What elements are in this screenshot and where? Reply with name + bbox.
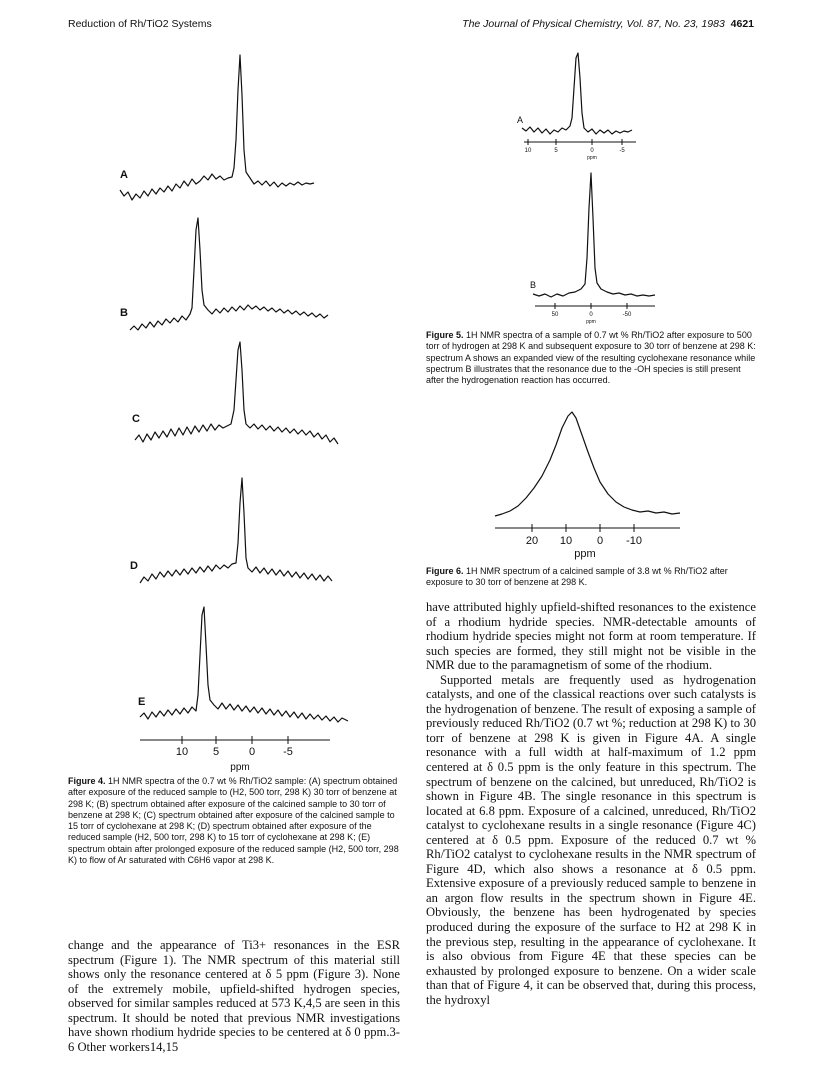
figure-4-caption-label: Figure 4. — [68, 776, 106, 786]
journal-citation: The Journal of Physical Chemistry, Vol. 87, No. 23, 1983 — [462, 18, 725, 30]
figure-6-spectrum — [490, 410, 690, 560]
x-tick-label: -5 — [283, 746, 293, 758]
figure-4-spectra — [110, 40, 370, 776]
running-header-right — [462, 18, 754, 30]
spectrum-5a-trace — [522, 53, 632, 134]
x-axis-label: ppm — [230, 762, 250, 773]
figure-6-caption-text: 1H NMR spectrum of a calcined sample of 3.8 wt % Rh/TiO2 after exposure to 30 torr of benzene at 298 K. — [426, 566, 728, 588]
x-axis-label: ppm — [586, 319, 596, 325]
spectrum-a — [120, 55, 314, 200]
x-tick-label: 50 — [551, 312, 559, 318]
paragraph: Supported metals are frequently used as hydrogenation catalysts, and one of the classical reactions over such catalysts is the hydrogenation of benzene. The result of exposing a sample of previously reduced Rh/TiO2 (0.7 wt %; reduction at 298 K) to 30 torr of benzene at 298 K is given in Figure 4A. A single resonance with a full width at half-maximum of 1.2 ppm centered at δ 0.5 ppm is the only feature in this spectrum. The spectrum of benzene on the calcined, but unreduced, Rh/TiO2 is shown in Figure 4B. The single resonance in this spectrum is located at 6.8 ppm. Exposure of a calcined, unreduced, Rh/TiO2 catalyst to cyclohexane results in a single resonance (Figure 4C) centered at δ 0.5 ppm. Exposure of the reduced 0.7 wt % Rh/TiO2 catalyst to cyclohexane results in the NMR spectrum of Figure 4D, which also shows a resonance at δ 0.5 ppm. Extensive exposure of a previously reduced sample to benzene in an argon flow results in the spectrum shown in Figure 4E. Obviously, the benzene has been hydrogenated by species produced during the exposure of the surface to H2 at 298 K in the previous step, resulting in the appearance of cyclohexane. It is also obvious from Figure 4E that these species can be exhausted by prolonged exposure to benzene. On a wider scale than that of Figure 4, it can be observed that, during this process, the hydroxyl — [426, 672, 756, 1007]
spectrum-e-label: E — [138, 696, 146, 708]
figure-6-caption-label: Figure 6. — [426, 566, 464, 576]
spectrum-b — [120, 218, 328, 330]
spectrum-c-trace — [135, 342, 338, 444]
x-tick-label: 5 — [212, 746, 220, 758]
spectrum-c — [132, 342, 338, 444]
x-tick-label: 0 — [589, 312, 593, 318]
spectrum-d-label: D — [130, 560, 138, 572]
left-column-text — [68, 938, 400, 1054]
x-tick-label: -5 — [619, 148, 625, 154]
spectrum-5a-label: A — [517, 115, 524, 125]
x-tick-label: -10 — [626, 535, 642, 547]
figure-4-caption — [68, 776, 400, 866]
spectrum-c-label: C — [132, 413, 140, 425]
x-tick-label: 5 — [554, 148, 558, 154]
running-header-left: Reduction of Rh/TiO2 Systems — [68, 18, 212, 30]
spectrum-5b-trace — [533, 173, 655, 297]
x-tick-label: 20 — [525, 535, 539, 547]
spectrum-e-trace — [140, 607, 348, 722]
page-number: 4621 — [730, 18, 754, 30]
spectrum-e — [138, 607, 348, 722]
figure-5-caption-text: 1H NMR spectra of a sample of 0.7 wt % Rh/TiO2 after exposure to 500 torr of hydrogen at 298 K and subsequent exposure to 30 torr of benzene at 298 K: spectrum A shows an expanded view of the resulting cyclohexane resonance while spectrum B illustrates that the resonance due to the -OH species is still present after the hydrogenation reaction has occurred. — [426, 330, 756, 386]
figure-4-axis — [140, 736, 330, 773]
x-tick-label: 10 — [524, 148, 532, 154]
paragraph: have attributed highly upfield-shifted resonances to the existence of a rhodium hydride species. NMR-detectable amounts of rhodium hydride species might not form at room temperature. If such species are formed, they still might not be visible in the NMR due to the paramagnetism of some of the rhodium. — [426, 600, 756, 673]
figure-5-caption-label: Figure 5. — [426, 330, 464, 340]
figure-5a-spectrum — [512, 48, 662, 168]
x-tick-label: 0 — [590, 148, 594, 154]
x-tick-label: 10 — [559, 535, 573, 547]
x-tick-label: 0 — [248, 746, 256, 758]
spectrum-a-label: A — [120, 169, 128, 181]
x-axis-label: ppm — [574, 548, 596, 560]
spectrum-d-trace — [140, 478, 332, 583]
paragraph: change and the appearance of Ti3+ resonances in the ESR spectrum (Figure 1). The NMR spectrum of this material still shows only the resonance centered at δ 5 ppm (Figure 3). None of the extremely mobile, upfield-shifted hydrogen species, observed for similar samples reduced at 573 K,4,5 are seen in this spectrum. It should be noted that previous NMR investigations have shown rhodium hydride species to be centered at δ 0 ppm.3-6 Other workers14,15 — [68, 938, 400, 1054]
spectrum-6-trace — [495, 412, 680, 516]
spectrum-d — [130, 478, 332, 583]
x-tick-label: 0 — [596, 535, 604, 547]
figure-4-caption-text: 1H NMR spectra of the 0.7 wt % Rh/TiO2 sample: (A) spectrum obtained after exposure of the reduced sample to (H2, 500 torr, 298 K) 30 torr of benzene at 298 K; (B) spectrum obtained after exposure of the calcined sample to 30 torr of benzene at 298 K; (C) spectrum obtained after exposure of the calcined sample to 15 torr of cyclohexane at 298 K; (D) spectrum obtained after exposure of the reduced sample (H2, 500 torr, 298 K) to 15 torr of cyclohexane at 298 K; (E) spectrum obtain after prolonged exposure of the reduced sample (H2, 500 torr, 298 K) to flow of Ar saturated with C6H6 vapor at 298 K. — [68, 776, 399, 866]
spectrum-a-trace — [120, 55, 314, 200]
x-axis-label: ppm — [587, 155, 597, 161]
figure-5b-spectrum — [525, 168, 665, 328]
spectrum-b-label: B — [120, 307, 128, 319]
x-tick-label: -50 — [622, 312, 632, 318]
spectrum-5b-label: B — [530, 280, 537, 290]
figure-6-caption — [426, 566, 756, 589]
x-tick-label: 10 — [175, 746, 189, 758]
spectrum-b-trace — [130, 218, 328, 330]
right-column-text — [426, 600, 756, 1007]
figure-5-caption — [426, 330, 756, 386]
